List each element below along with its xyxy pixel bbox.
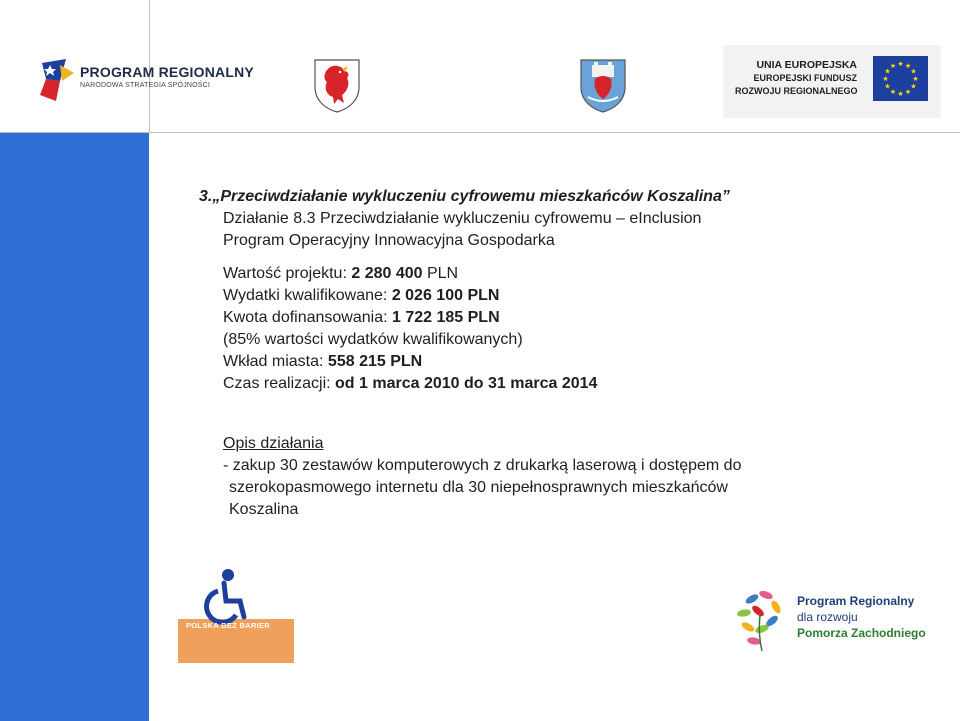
action-line: Działanie 8.3 Przeciwdziałanie wykluczeniu cyfrowemu – eInclusion bbox=[223, 210, 702, 227]
pbb-label: POLSKA BEZ BARIER bbox=[186, 621, 270, 630]
cofinancing-note: (85% wartości wydatków kwalifikowanych) bbox=[223, 331, 523, 348]
wheelchair-icon bbox=[196, 567, 252, 627]
flower-logo-icon bbox=[732, 585, 790, 653]
project-value: Wartość projektu: 2 280 400 PLN bbox=[223, 265, 459, 282]
city-contribution: Wkład miasta: 558 215 PLN bbox=[223, 353, 423, 370]
description-heading: Opis działania bbox=[223, 435, 324, 452]
prp-line2: dla rozwoju bbox=[797, 610, 858, 624]
eu-line3: ROZWOJU REGIONALNEGO bbox=[735, 86, 858, 96]
svg-text:★: ★ bbox=[897, 90, 904, 98]
svg-text:★: ★ bbox=[910, 82, 917, 91]
program-regionalny-logo bbox=[38, 55, 254, 105]
eu-logo-block bbox=[723, 45, 941, 118]
svg-text:★: ★ bbox=[897, 60, 904, 68]
svg-text:★: ★ bbox=[884, 67, 891, 76]
svg-text:★: ★ bbox=[912, 75, 919, 83]
pomorze-zachodnie-logo bbox=[732, 585, 926, 655]
description-line-2: szerokopasmowego internetu dla 30 niepełnosprawnych mieszkańców bbox=[229, 479, 728, 496]
program-regionalny-logo-icon bbox=[38, 55, 78, 105]
eu-flag-icon bbox=[873, 56, 928, 101]
svg-text:★: ★ bbox=[904, 88, 912, 96]
polska-bez-barier-logo bbox=[178, 567, 294, 663]
description-line-1: - zakup 30 zestawów komputerowych z drukarką laserową i dostępem do bbox=[223, 457, 742, 474]
svg-text:★: ★ bbox=[889, 62, 897, 70]
prp-line3: Pomorza Zachodniego bbox=[797, 626, 926, 640]
project-description bbox=[199, 186, 939, 521]
program-regionalny-title: PROGRAM REGIONALNY bbox=[80, 64, 254, 80]
description-line-3: Koszalina bbox=[229, 501, 299, 518]
cofinancing-amount: Kwota dofinansowania: 1 722 185 PLN bbox=[223, 309, 500, 326]
eu-line2: EUROPEJSKI FUNDUSZ bbox=[753, 73, 857, 83]
svg-text:★: ★ bbox=[889, 88, 897, 96]
svg-text:★: ★ bbox=[910, 67, 917, 76]
griffin-crest-icon bbox=[312, 57, 362, 113]
project-title: 3.„Przeciwdziałanie wykluczeniu cyfrowemu mieszkańców Koszalina” bbox=[199, 188, 730, 205]
eu-label bbox=[735, 59, 857, 98]
eligible-expenses: Wydatki kwalifikowane: 2 026 100 PLN bbox=[223, 287, 500, 304]
eu-line1: UNIA EUROPEJSKA bbox=[756, 59, 857, 71]
program-regionalny-subtitle: NARODOWA STRATEGIA SPÓJNOŚCI bbox=[80, 82, 211, 89]
prp-line1: Program Regionalny bbox=[797, 594, 915, 608]
pomorze-zachodnie-label bbox=[797, 593, 926, 641]
svg-text:★: ★ bbox=[884, 82, 891, 91]
svg-text:★: ★ bbox=[904, 62, 912, 70]
svg-text:★: ★ bbox=[882, 75, 889, 83]
koszalin-crest-icon bbox=[578, 57, 628, 113]
program-line: Program Operacyjny Innowacyjna Gospodarka bbox=[223, 232, 555, 249]
implementation-period: Czas realizacji: od 1 marca 2010 do 31 marca 2014 bbox=[223, 375, 598, 392]
